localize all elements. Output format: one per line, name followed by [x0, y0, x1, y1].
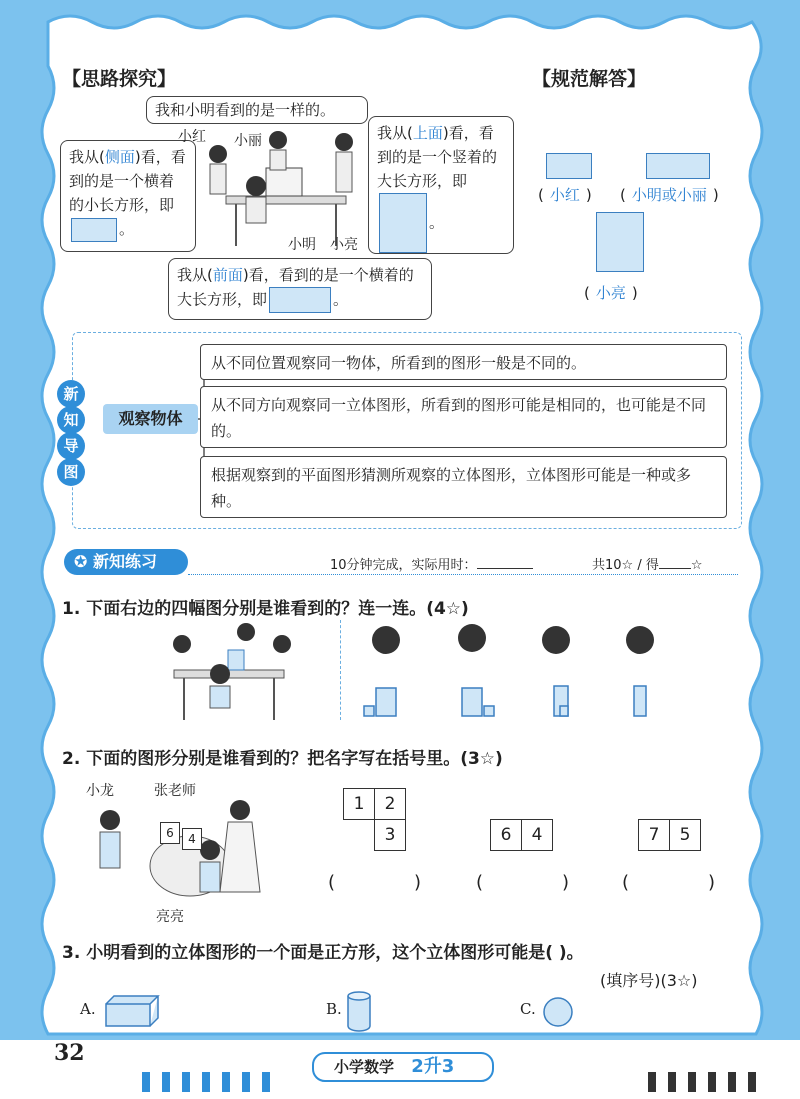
map-item-1: 从不同位置观察同一物体，所看到的图形一般是不同的。: [200, 344, 727, 380]
cylinder-icon: [346, 990, 372, 1034]
top-bubble-text: 我和小明看到的是一样的。: [155, 101, 336, 119]
fig3-cell-2: 5: [669, 819, 701, 851]
fig1-cell-3: 3: [374, 819, 406, 851]
tall-vertical-rect: [379, 193, 427, 253]
large-horizontal-rect: [269, 287, 331, 313]
fig3-cell-1: 7: [638, 819, 670, 851]
small-horizontal-rect: [71, 218, 117, 242]
answer-paren-1-close: ): [414, 872, 422, 893]
name-liangliang: 亮亮: [156, 909, 184, 925]
fig1-cell-1: 1: [343, 788, 375, 820]
map-item-2: 从不同方向观察同一立体图形，所看到的图形可能是相同的，也可能是不同的。: [200, 386, 727, 448]
answer-label-3: ( 小亮 ): [584, 284, 638, 302]
medal-icon: ✪: [74, 552, 88, 571]
cuboid-icon: [104, 994, 162, 1030]
map-tag-3: 导: [57, 432, 85, 460]
answer-paren-2-close: ): [562, 872, 570, 893]
question-2: 2. 下面的图形分别是谁看到的？把名字写在括号里。(3☆): [62, 749, 503, 769]
name-xiaohong: 小红: [178, 129, 206, 145]
answer-blank-2[interactable]: [490, 872, 560, 896]
question-1: 1. 下面右边的四幅图分别是谁看到的？连一连。(4☆): [62, 599, 469, 619]
prop-box-digit-4: 4: [182, 828, 202, 850]
map-tag-1: 新: [57, 380, 85, 408]
option-a-label: A.: [80, 1000, 96, 1018]
q2-classroom-illustration: [80, 800, 270, 910]
answer-label-1: ( 小红 ): [538, 186, 592, 204]
map-item-3: 根据观察到的平面图形猜测所观察的立体图形，立体图形可能是一种或多种。: [200, 456, 727, 518]
q1-views-illustration: [360, 618, 690, 728]
question-3: 3. 小明看到的立体图形的一个面是正方形，这个立体图形可能是( )。: [62, 943, 584, 963]
name-xiaolong: 小龙: [86, 783, 114, 799]
top-speech-bubble: [146, 96, 368, 124]
option-b-label: B.: [326, 1000, 342, 1018]
fig2-cell-2: 4: [521, 819, 553, 851]
map-tag-4: 图: [57, 458, 85, 486]
bottom-speech-bubble: 我从(前面)看，看到的是一个横着的大长方形，即 。: [168, 258, 432, 320]
answer-paren-3-open: (: [622, 872, 630, 893]
answer-blank-1[interactable]: [342, 872, 412, 896]
bottom-answer: 前面: [212, 266, 243, 284]
answer-paren-1-open: (: [328, 872, 336, 893]
q1-divider: [340, 620, 342, 720]
answer-header: 【规范解答】: [532, 68, 647, 90]
left-speech-bubble: 我从(侧面)看，看到的是一个横着的小长方形，即。: [60, 140, 196, 252]
answer-label-2: ( 小明或小丽 ): [620, 186, 719, 204]
right-speech-bubble: 我从(上面)看，看到的是一个竖着的大长方形，即。: [368, 116, 514, 254]
name-xiaoli: 小丽: [234, 133, 262, 149]
score-label: 共10☆ / 得 ☆: [592, 558, 703, 573]
answer-rect-wide: [646, 153, 710, 179]
answer-rect-small: [546, 153, 592, 179]
time-label: 10分钟完成，实际用时：: [330, 554, 533, 573]
map-center-topic: 观察物体: [103, 404, 198, 434]
practice-section-title: ✪ 新知练习: [64, 549, 188, 575]
fig1-cell-2: 2: [374, 788, 406, 820]
sphere-icon: [542, 996, 574, 1028]
question-3-note: (填序号)(3☆): [600, 971, 698, 990]
answer-blank-3[interactable]: [636, 872, 706, 896]
answer-rect-tall: [596, 212, 644, 272]
option-c-label: C.: [520, 1000, 536, 1018]
thinking-header: 【思路探究】: [62, 68, 177, 90]
left-answer: 侧面: [104, 148, 135, 166]
name-xiaoming: 小明: [288, 237, 316, 253]
answer-paren-3-close: ): [708, 872, 716, 893]
map-tag-2: 知: [57, 406, 85, 434]
practice-divider: [188, 574, 738, 577]
name-xiaoliang: 小亮: [330, 237, 358, 253]
book-title-badge: 小学数学 2升3: [312, 1052, 494, 1082]
q1-kids-at-table-illustration: [162, 620, 302, 730]
fig2-cell-1: 6: [490, 819, 522, 851]
prop-box-digit-6: 6: [160, 822, 180, 844]
right-answer: 上面: [412, 124, 443, 142]
name-teacher: 张老师: [154, 783, 196, 799]
answer-paren-2-open: (: [476, 872, 484, 893]
page-number: 32: [54, 1040, 85, 1066]
